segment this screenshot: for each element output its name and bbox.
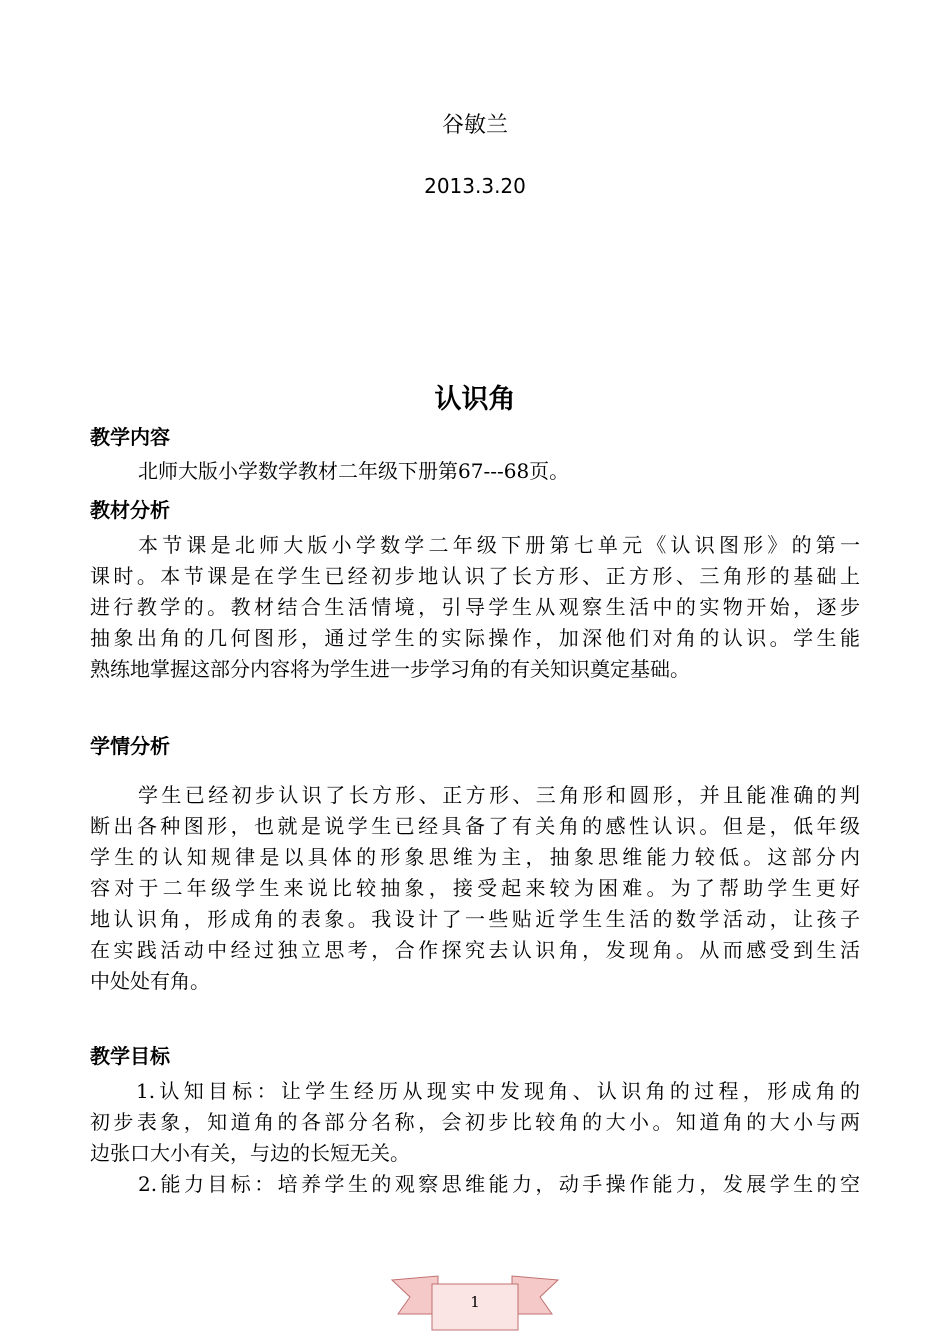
- section-heading-teaching-goals: 教学目标: [90, 1044, 170, 1068]
- goal-line: 边张口大小有关，与边的长短无关。: [90, 1141, 410, 1165]
- paragraph-line: 北师大版小学数学教材二年级下册第67---68页。: [138, 459, 570, 483]
- paragraph-line: 断出各种图形，也就是说学生已经具备了有关角的感性认识。但是，低年级: [90, 814, 860, 838]
- document-date: 2013.3.20: [424, 174, 526, 198]
- section-body-teaching-content: [90, 456, 860, 487]
- goal-line: 初步表象，知道角的各部分名称，会初步比较角的大小。知道角的大小与两: [90, 1110, 860, 1134]
- paragraph-line: 在实践活动中经过独立思考，合作探究去认识角，发现角。从而感受到生活: [90, 938, 860, 962]
- paragraph-line: 地认识角，形成角的表象。我设计了一些贴近学生生活的数学活动，让孩子: [90, 907, 860, 931]
- page-number: 1: [470, 1293, 480, 1311]
- paragraph-line: 本节课是北师大版小学数学二年级下册第七单元《认识图形》的第一: [138, 533, 860, 557]
- author-name: 谷敏兰: [441, 113, 508, 138]
- section-heading-student-analysis: 学情分析: [90, 734, 170, 758]
- section-body-student-analysis: [90, 780, 860, 997]
- paragraph-line: 中处处有角。: [90, 969, 210, 993]
- goal-line: 1.认知目标：让学生经历从现实中发现角、认识角的过程，形成角的: [136, 1079, 860, 1103]
- paragraph-line: 学生已经初步认识了长方形、正方形、三角形和圆形，并且能准确的判: [138, 783, 860, 807]
- page-number-badge: [390, 1270, 560, 1340]
- paragraph-line: 抽象出角的几何图形，通过学生的实际操作，加深他们对角的认识。学生能: [90, 626, 860, 650]
- section-heading-teaching-content: 教学内容: [90, 425, 170, 449]
- paragraph-line: 课时。本节课是在学生已经初步地认识了长方形、正方形、三角形的基础上: [90, 564, 860, 588]
- paragraph-line: 学生的认知规律是以具体的形象思维为主，抽象思维能力较低。这部分内: [90, 845, 860, 869]
- section-heading-material-analysis: 教材分析: [90, 498, 170, 522]
- paragraph-line: 容对于二年级学生来说比较抽象，接受起来较为困难。为了帮助学生更好: [90, 876, 860, 900]
- section-body-teaching-goals: [90, 1076, 860, 1200]
- page-title: 认识角: [434, 384, 516, 415]
- section-body-material-analysis: [90, 530, 860, 685]
- paragraph-line: 进行教学的。教材结合生活情境，引导学生从观察生活中的实物开始，逐步: [90, 595, 860, 619]
- goal-line: 2.能力目标：培养学生的观察思维能力，动手操作能力，发展学生的空: [138, 1172, 860, 1196]
- paragraph-line: 熟练地掌握这部分内容将为学生进一步学习角的有关知识奠定基础。: [90, 657, 690, 681]
